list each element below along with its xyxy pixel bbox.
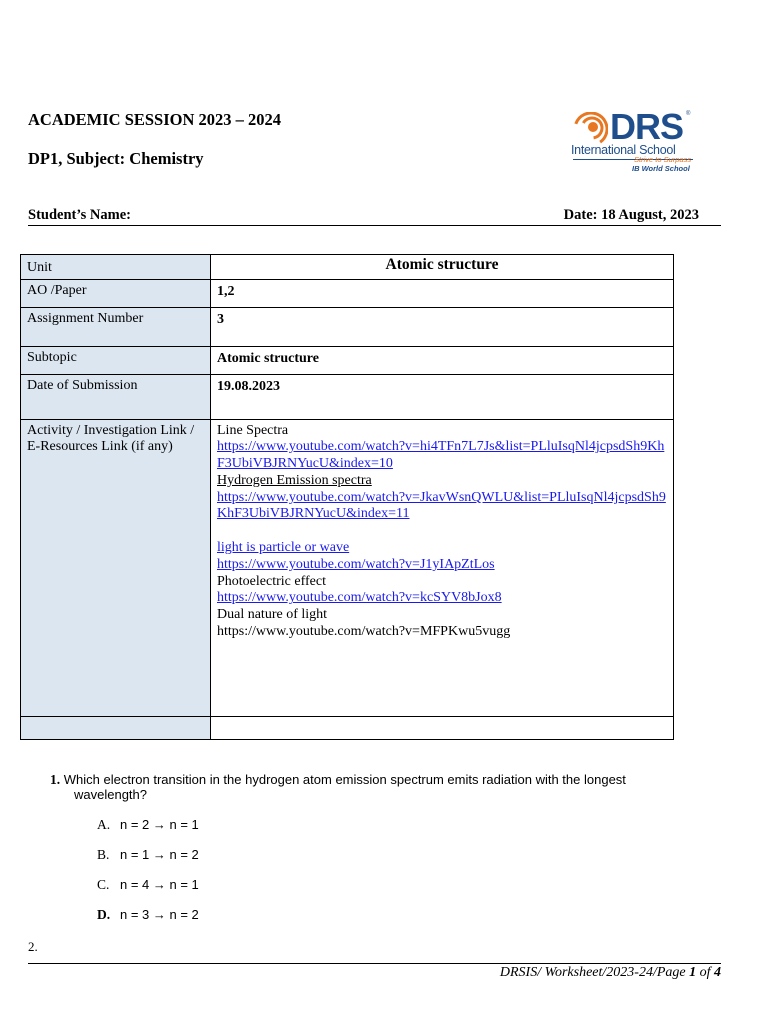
ao-value: 1,2 — [211, 279, 674, 307]
assignment-value: 3 — [211, 307, 674, 346]
empty-label-cell — [21, 716, 211, 739]
table-row-unit — [21, 255, 674, 280]
session-title: ACADEMIC SESSION 2023 – 2024 — [28, 110, 282, 129]
option-c-letter: C. — [97, 877, 110, 892]
option-d-letter: D. — [97, 907, 111, 922]
table-row-subtopic — [21, 346, 674, 374]
ao-label: AO /Paper — [21, 279, 211, 307]
particle-wave-title[interactable]: light is particle or wave — [217, 540, 350, 556]
table-row-resources — [21, 419, 674, 716]
page-footer — [500, 965, 721, 981]
assignment-label: Assignment Number — [21, 307, 211, 346]
footer-prefix: DRSIS/ Worksheet/2023-24/Page — [499, 965, 690, 980]
option-a-letter: A. — [97, 817, 111, 832]
table-row-empty — [21, 716, 674, 739]
drs-logo-mark-icon — [574, 112, 608, 146]
subject-title: DP1, Subject: Chemistry — [28, 149, 204, 168]
school-logo — [570, 106, 700, 176]
option-a-text: n = 2 → n = 1 — [120, 817, 199, 832]
photoelectric-title: Photoelectric effect — [217, 573, 326, 589]
line-spectra-title: Line Spectra — [217, 422, 289, 438]
empty-value-cell — [211, 716, 674, 739]
spacer — [217, 523, 667, 540]
hydrogen-spectra-link[interactable]: https://www.youtube.com/watch?v=JkavWsnQWLU&list=PLluIsqNl4jcpsdSh9KhF3UbiVBJRNYucU&index=11 — [217, 489, 666, 522]
question-1-text-line2: wavelength? — [74, 787, 147, 802]
option-b — [97, 847, 199, 863]
hydrogen-spectra-title: Hydrogen Emission spectra — [217, 472, 372, 488]
logo-tagline: Strive to Surpass — [634, 155, 692, 164]
subtopic-value: Atomic structure — [211, 346, 674, 374]
unit-value: Atomic structure — [211, 255, 674, 280]
assignment-info-table — [20, 254, 674, 740]
footer-total-pages: 4 — [714, 965, 721, 980]
line-spectra-link[interactable]: https://www.youtube.com/watch?v=hi4TFn7L7Js&list=PLluIsqNl4jcpsdSh9KhF3UbiVBJRNYucU&index=10 — [217, 439, 665, 472]
footer-rule — [28, 963, 721, 964]
subtopic-label: Subtopic — [21, 346, 211, 374]
resources-cell — [211, 419, 674, 716]
dual-nature-url: https://www.youtube.com/watch?v=MFPKwu5vugg — [217, 624, 511, 640]
question-1-text-line1: Which electron transition in the hydrogen atom emission spectrum emits radiation with the longest — [63, 772, 626, 787]
logo-ib-text: IB World School — [632, 164, 690, 173]
logo-registered-mark: ® — [686, 111, 691, 117]
logo-brand-text: DRS — [610, 106, 684, 147]
option-d — [97, 907, 199, 923]
logo-school-text: International School — [571, 143, 676, 157]
resources-label: Activity / Investigation Link / E-Resources Link (if any) — [21, 419, 211, 716]
table-row-assignment — [21, 307, 674, 346]
worksheet-date: Date: 18 August, 2023 — [563, 207, 699, 223]
footer-of: of — [696, 965, 714, 980]
student-name-label: Student’s Name: — [28, 207, 131, 223]
option-a — [97, 817, 199, 833]
question-2-number: 2. — [28, 939, 38, 954]
submission-value: 19.08.2023 — [211, 374, 674, 419]
option-b-letter: B. — [97, 847, 110, 862]
footer-page-number: 1 — [689, 965, 697, 980]
table-row-ao — [21, 279, 674, 307]
photoelectric-link[interactable]: https://www.youtube.com/watch?v=kcSYV8bJox8 — [217, 590, 502, 606]
option-c — [97, 877, 199, 893]
option-b-text: n = 1 → n = 2 — [120, 847, 199, 862]
header-rule — [28, 225, 721, 226]
table-row-submission — [21, 374, 674, 419]
question-1 — [50, 772, 650, 802]
option-d-text: n = 3 → n = 2 — [120, 907, 199, 922]
unit-label: Unit — [21, 255, 211, 280]
question-1-number: 1. — [50, 772, 61, 787]
dual-nature-title: Dual nature of light — [217, 607, 328, 623]
submission-label: Date of Submission — [21, 374, 211, 419]
particle-wave-link[interactable]: https://www.youtube.com/watch?v=J1yIApZtLos — [217, 556, 495, 572]
option-c-text: n = 4 → n = 1 — [120, 877, 199, 892]
